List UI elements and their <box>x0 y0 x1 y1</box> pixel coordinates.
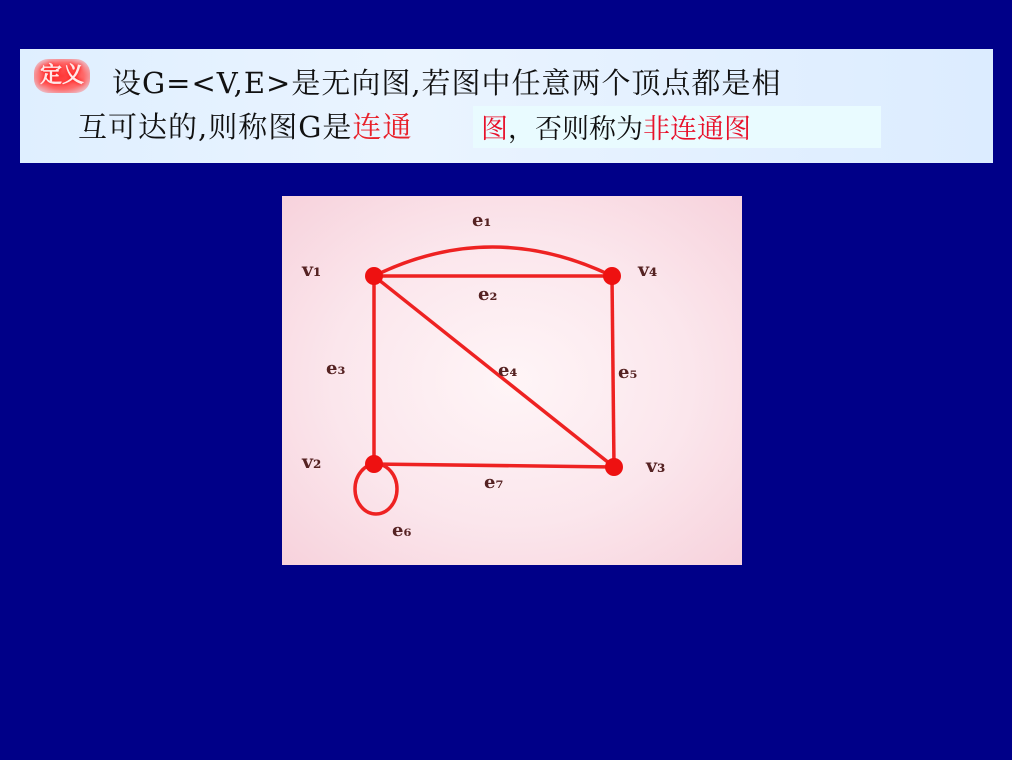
definition-line-1: 设G=<V,E>是无向图,若图中任意两个顶点都是相 <box>112 66 782 100</box>
label-e1: e₁ <box>472 210 492 231</box>
label-e2: e₂ <box>478 284 498 305</box>
label-v1: v₁ <box>302 259 322 281</box>
term-connected: 连通 <box>352 110 413 144</box>
highlight-middle: ，否则称为 <box>508 114 643 145</box>
vertex-v3 <box>605 458 623 476</box>
edge-e5 <box>612 276 614 467</box>
definition-box <box>20 49 993 163</box>
vertex-v4 <box>603 267 621 285</box>
label-e5: e₅ <box>618 362 638 383</box>
label-v3: v₃ <box>646 455 666 477</box>
definition-line-2-prefix: 互可达的,则称图G是 <box>78 110 353 144</box>
term-disconnected: 非连通图 <box>643 114 751 145</box>
graph-svg <box>282 196 742 565</box>
label-v4: v₄ <box>638 259 658 281</box>
vertex-v2 <box>365 455 383 473</box>
graph-diagram <box>282 196 742 565</box>
label-e3: e₃ <box>326 358 346 379</box>
label-e4: e₄ <box>498 360 518 381</box>
label-e7: e₇ <box>484 472 504 493</box>
vertex-v1 <box>365 267 383 285</box>
edge-e7 <box>374 464 614 467</box>
definition-tag: 定义 <box>34 59 90 93</box>
highlight-text <box>481 107 751 146</box>
label-e6: e₆ <box>392 520 412 541</box>
edge-e1 <box>374 247 612 276</box>
definition-line-2 <box>78 105 412 146</box>
label-v2: v₂ <box>302 451 322 473</box>
highlight-term-char: 图 <box>481 114 508 145</box>
